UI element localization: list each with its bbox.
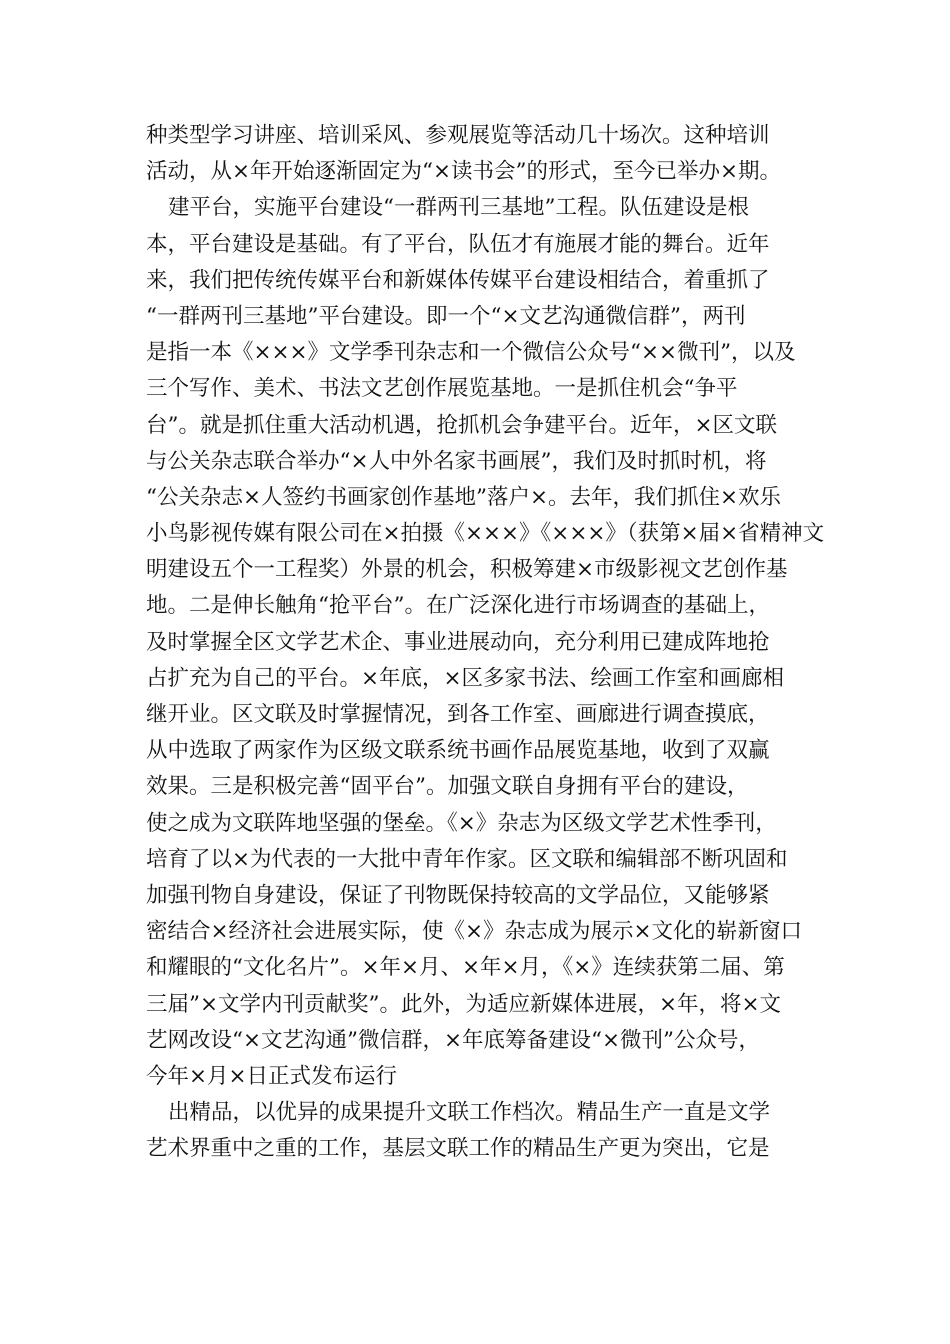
text-line: 继开业。区文联及时掌握情况，到各工作室、画廊进行调查摸底， — [146, 702, 770, 727]
paragraph-start-line: 出精品，以优异的成果提升文联工作档次。精品生产一直是文学 — [168, 1100, 771, 1126]
text-line: 加强刊物自身建设，保证了刊物既保持较高的文学品位，又能够紧 — [146, 882, 770, 908]
text-line: 明建设五个一工程奖）外景的机会，积极筹建×市级影视文艺创作基 — [146, 557, 788, 583]
text-line: 占扩充为自己的平台。×年底，×区多家书法、绘画工作室和画廊相 — [146, 665, 785, 691]
text-line: 今年×月×日正式发布运行 — [146, 1063, 398, 1089]
text-line: “一群两刊三基地”平台建设。即一个“×文艺沟通微信群”，两刊 — [146, 303, 746, 329]
text-line: 及时掌握全区文学艺术企、事业进展动向，充分利用已建成阵地抢 — [146, 629, 770, 655]
text-line: 艺网改设“×文艺沟通”微信群，×年底筹备建设“×微刊”公众号， — [146, 1027, 761, 1053]
text-line: 和耀眼的“文化名片”。×年×月、×年×月，《×》连续获第二届、第 — [146, 955, 785, 981]
text-line: 本，平台建设是基础。有了平台，队伍才有施展才能的舞台。近年 — [146, 231, 770, 257]
text-line: 艺术界重中之重的工作，基层文联工作的精品生产更为突出，它是 — [146, 1136, 770, 1162]
text-line: 种类型学习讲座、培训采风、参观展览等活动几十场次。这种培训 — [146, 123, 770, 148]
text-line: 培育了以×为代表的一大批中青年作家。区文联和编辑部不断巩固和 — [146, 846, 788, 872]
text-line: 密结合×经济社会进展实际，使《×》杂志成为展示×文化的崭新窗口 — [146, 919, 803, 945]
text-line: 效果。三是积极完善“固平台”。加强文联自身拥有平台的建设， — [146, 774, 749, 800]
text-line: “公关杂志×人签约书画家创作基地”落户×。去年，我们抓住×欢乐 — [146, 484, 782, 510]
paragraph-start-line: 建平台，实施平台建设“一群两刊三基地”工程。队伍建设是根 — [168, 195, 749, 221]
text-line: 台”。就是抓住重大活动机遇，抢抓机会争建平台。近年，×区文联 — [146, 412, 778, 438]
text-line: 从中选取了两家作为区级文联系统书画作品展览基地，收到了双赢 — [146, 738, 770, 764]
text-line: 三届”×文学内刊贡献奖”。此外，为适应新媒体进展，×年，将×文 — [146, 991, 782, 1017]
text-line: 小鸟影视传媒有限公司在×拍摄《×××》《×××》（获第×届×省精神文 — [146, 521, 825, 547]
text-line: 三个写作、美术、书法文艺创作展览基地。一是抓住机会“争平 — [146, 376, 738, 402]
text-line: 与公关杂志联合举办“×人中外名家书画展”，我们及时抓时机，将 — [146, 448, 767, 474]
text-line: 地。二是伸长触角“抢平台”。在广泛深化进行市场调查的基础上， — [146, 593, 770, 619]
body-text — [146, 118, 825, 1167]
text-line: 使之成为文联阵地坚强的堡垒。《×》杂志为区级文学艺术性季刊， — [146, 810, 777, 836]
text-line: 来，我们把传统传媒平台和新媒体传媒平台建设相结合，着重抓了 — [146, 267, 770, 293]
text-line: 是指一本《×××》文学季刊杂志和一个微信公众号“××微刊”，以及 — [146, 340, 796, 366]
text-line: 活动，从×年开始逐渐固定为“×读书会”的形式，至今已举办×期。 — [146, 159, 782, 185]
